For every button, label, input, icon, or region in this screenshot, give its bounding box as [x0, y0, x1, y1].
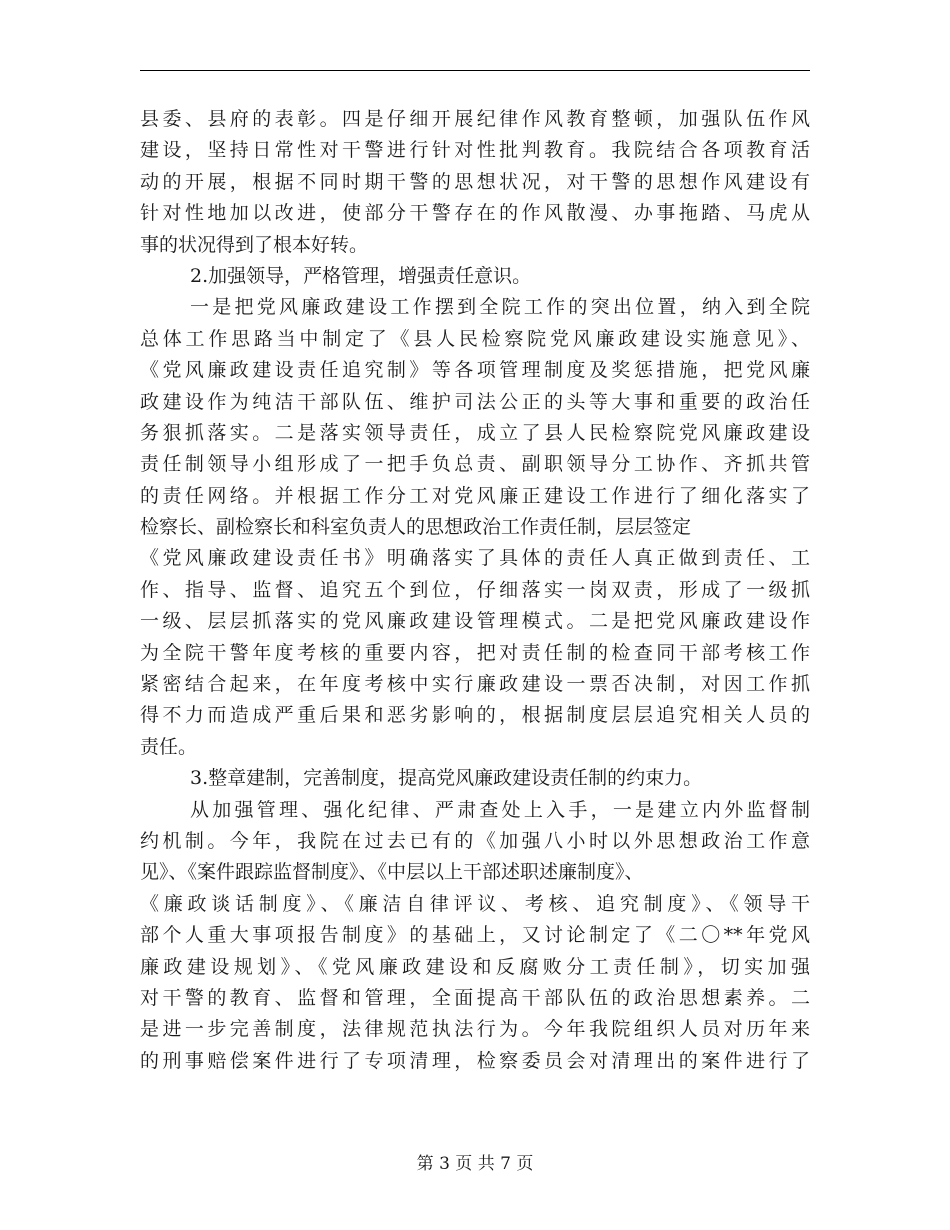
text-line: 的责任网络。并根据工作分工对党风廉正建设工作进行了细化落实了 [140, 484, 810, 507]
header-rule [140, 70, 810, 71]
text-line: 《党风廉政建设责任书》明确落实了具体的责任人真正做到责任、工 [140, 547, 810, 570]
text-line: 针对性地加以改进，使部分干警存在的作风散漫、办事拖踏、马虎从 [140, 202, 810, 225]
text-line: 一级、层层抓落实的党风廉政建设管理模式。二是把党风廉政建设作 [140, 610, 810, 633]
text-line: 是进一步完善制度，法律规范执法行为。今年我院组织人员对历年来 [140, 1018, 810, 1041]
text-line: 《廉政谈话制度》、《廉洁自律评议、考核、追究制度》、《领导干 [140, 892, 810, 915]
text-line: 作、指导、监督、追究五个到位，仔细落实一岗双责，形成了一级抓 [140, 578, 810, 601]
document-body [140, 104, 810, 1077]
text-line: 县委、县府的表彰。四是仔细开展纪律作风教育整顿，加强队伍作风 [140, 108, 810, 130]
text-line: 的刑事赔偿案件进行了专项清理，检察委员会对清理出的案件进行了 [140, 1049, 810, 1072]
text-line: 得不力而造成严重后果和恶劣影响的，根据制度层层追究相关人员的 [140, 704, 810, 727]
text-line: 建设，坚持日常性对干警进行针对性批判教育。我院结合各项教育活 [140, 139, 810, 162]
text-line: 从加强管理、强化纪律、严肃查处上入手，一是建立内外监督制 [190, 798, 810, 821]
text-line: 务狠抓落实。二是落实领导责任，成立了县人民检察院党风廉政建设 [140, 421, 810, 444]
text-line: 《党风廉政建设责任追究制》等各项管理制度及奖惩措施，把党风廉 [140, 359, 810, 382]
text-line: 3.整章建制，完善制度，提高党风廉政建设责任制的约束力。 [190, 767, 703, 790]
text-line: 廉政建设规划》、《党风廉政建设和反腐败分工责任制》，切实加强 [140, 955, 810, 978]
text-line: 责任。 [140, 735, 198, 758]
text-line: 为全院干警年度考核的重要内容，把对责任制的检查同干部考核工作 [140, 641, 810, 664]
text-line: 总体工作思路当中制定了《县人民检察院党风廉政建设实施意见》、 [140, 327, 810, 350]
text-line: 动的开展，根据不同时期干警的思想状况，对干警的思想作风建设有 [140, 170, 810, 193]
text-line: 紧密结合起来，在年度考核中实行廉政建设一票否决制，对因工作抓 [140, 673, 810, 696]
text-line: 一是把党风廉政建设工作摆到全院工作的突出位置，纳入到全院 [190, 296, 810, 319]
text-line: 约机制。今年，我院在过去已有的《加强八小时以外思想政治工作意 [140, 829, 810, 852]
text-line: 责任制领导小组形成了一把手负总责、副职领导分工协作、齐抓共管 [140, 453, 810, 476]
text-line: 事的状况得到了根本好转。 [140, 233, 369, 256]
text-line: 部个人重大事项报告制度》的基础上，又讨论制定了《二〇**年党风 [140, 924, 810, 947]
text-line: 见》、《案件跟踪监督制度》、《中层以上干部述职述廉制度》、 [140, 861, 644, 884]
page-footer: 第 3 页 共 7 页 [416, 1154, 534, 1174]
text-line: 对干警的教育、监督和管理，全面提高干部队伍的政治思想素养。二 [140, 986, 810, 1009]
text-line: 政建设作为纯洁干部队伍、维护司法公正的头等大事和重要的政治任 [140, 390, 810, 413]
text-line: 2.加强领导，严格管理，增强责任意识。 [190, 264, 532, 287]
text-line: 检察长、副检察长和科室负责人的思想政治工作责任制，层层签定 [140, 516, 692, 539]
